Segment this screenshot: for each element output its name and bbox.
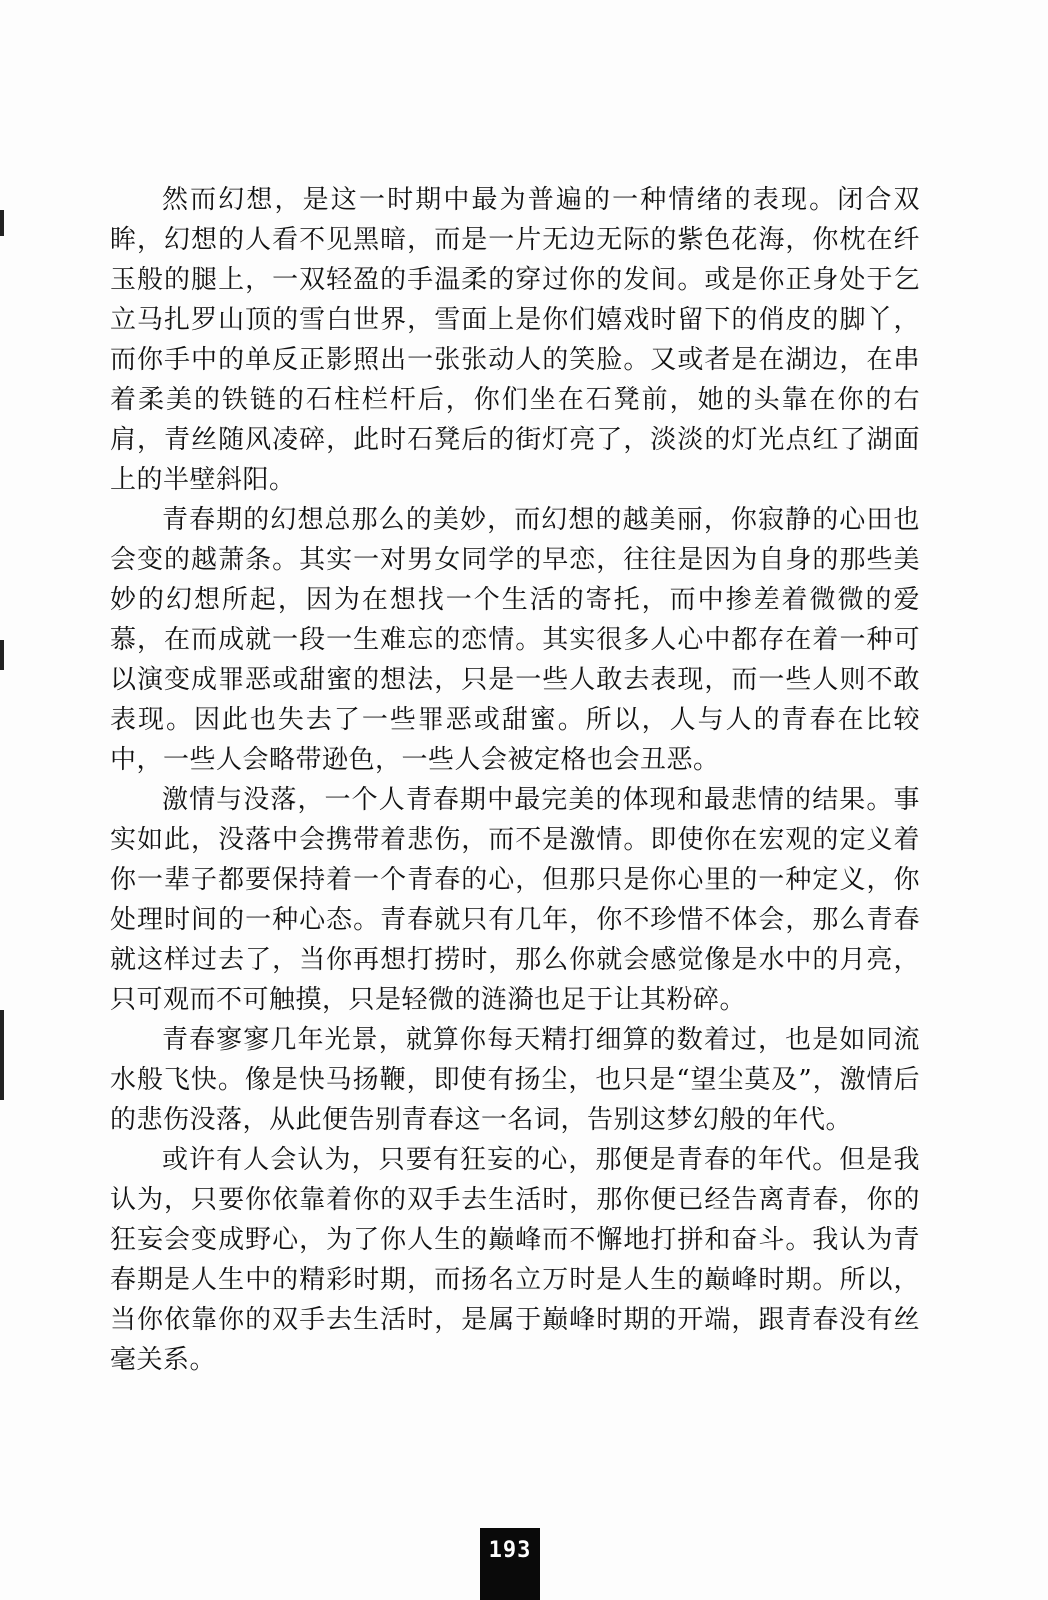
- scan-edge-mark: [0, 640, 4, 670]
- paragraph-4: 青春寥寥几年光景，就算你每天精打细算的数着过，也是如同流水般飞快。像是快马扬鞭，即使有扬尘，也只是“望尘莫及”，激情后的悲伤没落，从此便告别青春这一名词，告别这梦幻般的年代。: [110, 1025, 920, 1135]
- scan-edge-mark: [0, 210, 4, 236]
- paragraph-2: 青春期的幻想总那么的美妙，而幻想的越美丽，你寂静的心田也会变的越萧条。其实一对男女同学的早恋，往往是因为自身的那些美妙的幻想所起，因为在想找一个生活的寄托，而中掺差着微微的爱慕，在而成就一段一生难忘的恋情。其实很多人心中都存在着一种可以演变成罪恶或甜蜜的想法，只是一些人敢去表现，而一些人则不敢表现。因此也失去了一些罪恶或甜蜜。所以，人与人的青春在比较中，一些人会略带逊色，一些人会被定格也会丑恶。: [110, 505, 920, 775]
- paragraph-5: 或许有人会认为，只要有狂妄的心，那便是青春的年代。但是我认为，只要你依靠着你的双手去生活时，那你便已经告离青春，你的狂妄会变成野心，为了你人生的巅峰而不懈地打拼和奋斗。我认为青春期是人生中的精彩时期，而扬名立万时是人生的巅峰时期。所以，当你依靠你的双手去生活时，是属于巅峰时期的开端，跟青春没有丝毫关系。: [110, 1145, 920, 1375]
- page-number-tab: [480, 1528, 540, 1600]
- paragraph-3: 激情与没落，一个人青春期中最完美的体现和最悲情的结果。事实如此，没落中会携带着悲伤，而不是激情。即使你在宏观的定义着你一辈子都要保持着一个青春的心，但那只是你心里的一种定义，你处理时间的一种心态。青春就只有几年，你不珍惜不体会，那么青春就这样过去了，当你再想打捞时，那么你就会感觉像是水中的月亮，只可观而不可触摸，只是轻微的涟漪也足于让其粉碎。: [110, 785, 920, 1015]
- body-text: [110, 180, 920, 1380]
- scan-edge-mark: [0, 1010, 4, 1100]
- page-number: 193: [488, 1538, 532, 1563]
- paragraph-1: 然而幻想，是这一时期中最为普遍的一种情绪的表现。闭合双眸，幻想的人看不见黑暗，而是一片无边无际的紫色花海，你枕在纤玉般的腿上，一双轻盈的手温柔的穿过你的发间。或是你正身处于乞立马扎罗山顶的雪白世界，雪面上是你们嬉戏时留下的俏皮的脚丫，而你手中的单反正影照出一张张动人的笑脸。又或者是在湖边，在串着柔美的铁链的石柱栏杆后，你们坐在石凳前，她的头靠在你的右肩，青丝随风凌碎，此时石凳后的街灯亮了，淡淡的灯光点红了湖面上的半壁斜阳。: [110, 185, 920, 495]
